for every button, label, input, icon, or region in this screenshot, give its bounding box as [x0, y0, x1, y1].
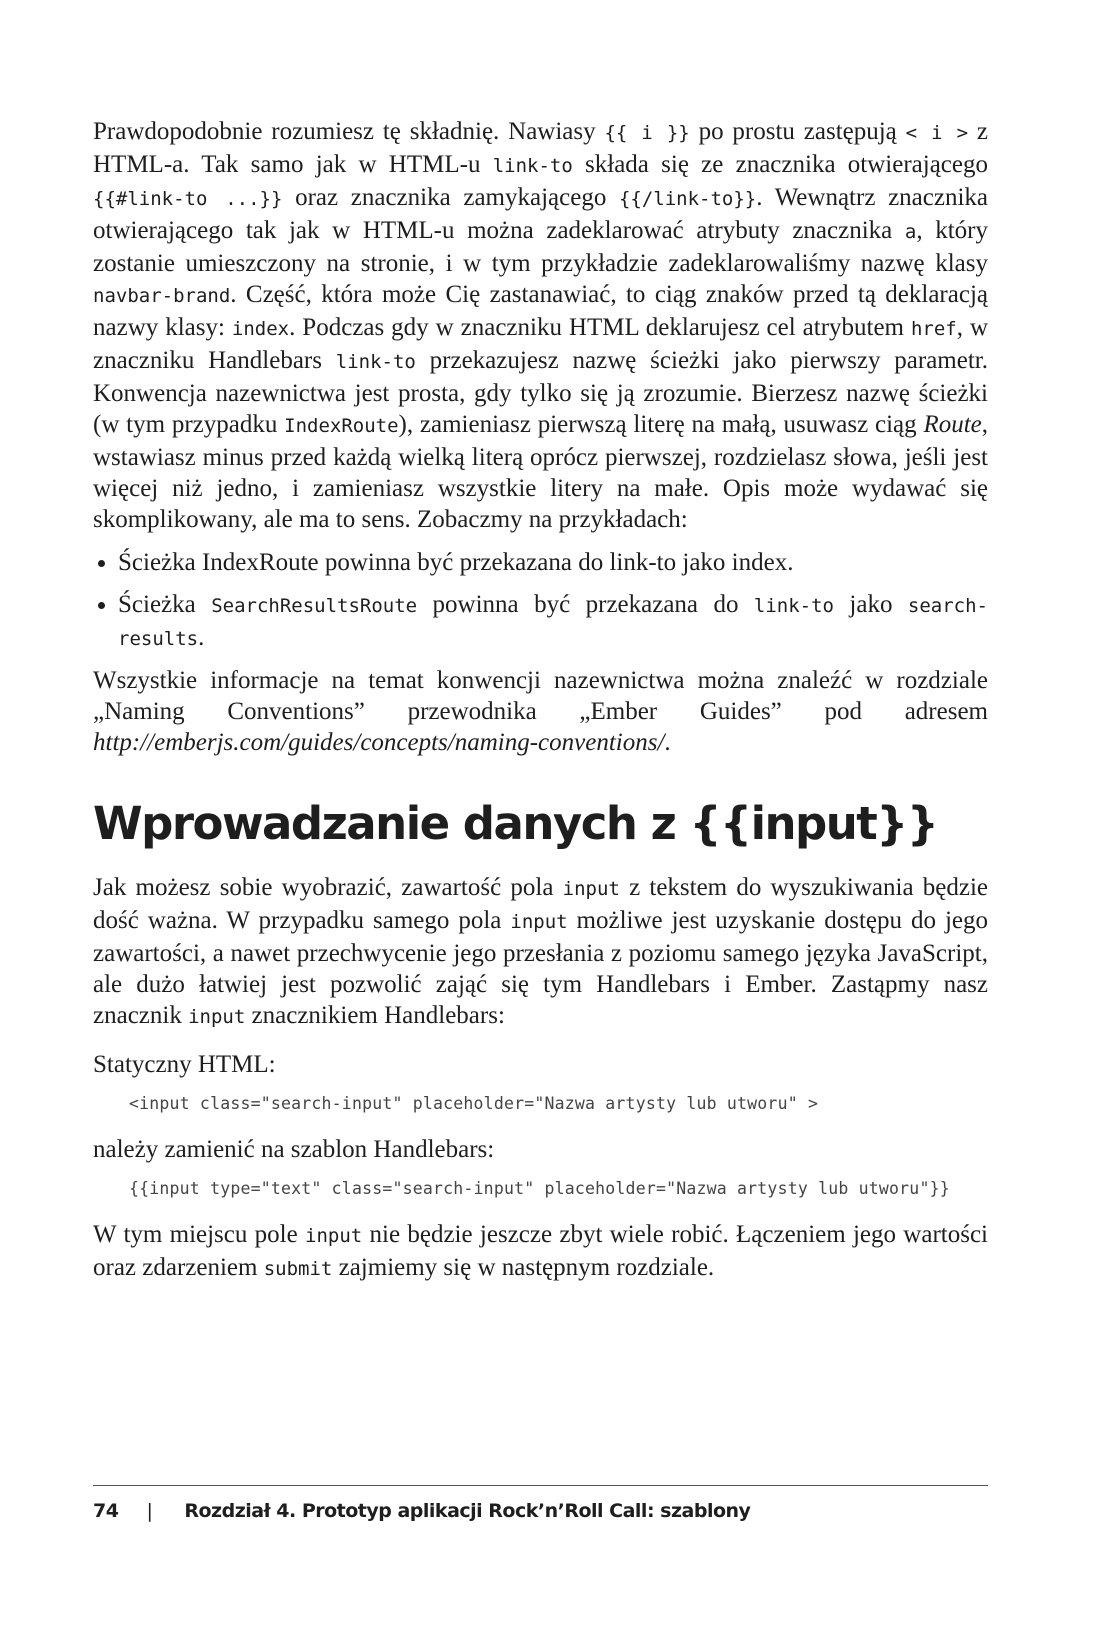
- text-run: składa się ze znacznika otwierającego: [572, 151, 988, 178]
- url-link[interactable]: http://emberjs.com/guides/concepts/naming-conventions/: [93, 729, 665, 756]
- text-run: .: [198, 624, 205, 651]
- text-run: po prostu zastępują: [689, 118, 906, 145]
- chapter-title: Rozdział 4. Prototyp aplikacji Rock’n’Roll Call: szablony: [184, 1500, 751, 1522]
- paragraph-naming-conventions: [93, 665, 988, 758]
- italic-term: Route: [923, 411, 982, 438]
- text-run: z HTML-a. Tak samo jak w HTML-u: [93, 118, 988, 178]
- page-number: 74: [93, 1500, 119, 1522]
- text-run: Wszystkie informacje na temat konwencji nazewnictwa można znaleźć w rozdziale „Naming Conventions” przewodnika „Ember Guides” pod adresem: [93, 667, 988, 725]
- inline-code: < i >: [905, 122, 969, 144]
- inline-code: {{#link-to ...}}: [93, 188, 283, 210]
- text-run: Ścieżka: [118, 591, 212, 618]
- inline-code: submit: [263, 1258, 333, 1280]
- list-item: [118, 589, 988, 655]
- code-block-handlebars: {{input type="text" class="search-input" placeholder="Nazwa artysty lub utworu"}}: [129, 1179, 950, 1198]
- text-run: . Podczas gdy w znaczniku HTML deklarujesz cel atrybutem: [289, 314, 911, 341]
- paragraph-input-outro: [93, 1219, 988, 1285]
- list-item: [118, 547, 988, 579]
- paragraph-link-to-explanation: [93, 116, 988, 535]
- text-run: z tekstem do wyszukiwania będzie dość ważna. W przypadku samego pola: [93, 874, 989, 934]
- inline-code: a: [904, 221, 917, 243]
- inline-code: link-to: [753, 595, 834, 617]
- inline-code: {{/link-to}}: [618, 188, 757, 210]
- text-run: nie będzie jeszcze zbyt wiele robić. Łączeniem jego wartości oraz zdarzeniem: [93, 1221, 989, 1281]
- inline-code: SearchResultsRoute: [211, 595, 418, 617]
- inline-code: input: [562, 878, 620, 900]
- label-handlebars: należy zamienić na szablon Handlebars:: [93, 1136, 495, 1163]
- text-run: Prawdopodobnie rozumiesz tę składnię. Nawiasy: [93, 118, 605, 145]
- page-content: [93, 116, 988, 1285]
- bullet-list: [93, 547, 988, 655]
- inline-code: navbar-brand: [93, 285, 231, 307]
- text-run: , wstawiasz minus przed każdą wielką literą oprócz pierwszej, rozdzielasz słowa, jeśli jest więcej niż jedno, i zamieniasz wszystkie litery na małe. Opis może wydawać się skomplikowany, ale ma to sens. Zobaczmy na przykładach:: [93, 411, 989, 533]
- bullet-icon: [98, 560, 105, 567]
- code-block-static: <input class="search-input" placeholder="Nazwa artysty lub utworu" >: [129, 1094, 819, 1113]
- inline-code: index: [231, 318, 290, 340]
- inline-code: link-to: [492, 155, 573, 177]
- text-run: , który zostanie umieszczony na stronie, i w tym przykładzie zadeklarowaliśmy nazwę klasy: [93, 217, 988, 277]
- inline-code: search-results: [118, 595, 988, 650]
- text-run: zajmiemy się w następnym rozdziale.: [332, 1254, 715, 1281]
- text-run: jako: [833, 591, 908, 618]
- bullet-icon: [98, 602, 105, 609]
- footer-separator: |: [146, 1500, 153, 1522]
- text-run: . Wewnątrz znacznika otwierającego tak jak w HTML-u można zadeklarować atrybuty znacznika: [93, 184, 988, 244]
- text-run: , w znaczniku Handlebars: [93, 314, 988, 374]
- section-heading: Wprowadzanie danych z {{input}}: [93, 797, 938, 850]
- text-run: przekazujesz nazwę ścieżki jako pierwszy parametr. Konwencja nazewnictwa jest prosta, gdy tylko się ją zrozumie. Bierzesz nazwę ścieżki (w tym przypadku: [93, 347, 988, 438]
- page-footer: [93, 1485, 988, 1522]
- text-run: możliwe jest uzyskanie dostępu do jego zawartości, a nawet przechwycenie jego przesłania z poziomu samego języka JavaScript, ale dużo łatwiej jest pozwolić zająć się tym Handlebars i Ember. Zastąpmy nasz znacznik: [93, 907, 988, 1029]
- text-run: .: [664, 729, 671, 756]
- text-run: Jak możesz sobie wyobrazić, zawartość pola: [93, 874, 563, 901]
- inline-code: input: [305, 1225, 363, 1247]
- text-run: ), zamieniasz pierwszą literę na małą, usuwasz ciąg: [398, 411, 924, 438]
- inline-code: IndexRoute: [284, 415, 399, 437]
- inline-code: input: [188, 1006, 246, 1028]
- text-run: oraz znacznika zamykającego: [282, 184, 619, 211]
- text-run: Ścieżka IndexRoute powinna być przekazana do link-to jako index.: [118, 549, 794, 576]
- inline-code: {{ i }}: [604, 122, 690, 144]
- label-static-html: Statyczny HTML:: [93, 1051, 276, 1078]
- inline-code: link-to: [335, 351, 416, 373]
- text-run: powinna być przekazana do: [417, 591, 754, 618]
- paragraph-input-intro: [93, 872, 988, 1033]
- text-run: . Część, która może Cię zastanawiać, to ciąg znaków przed tą deklaracją nazwy klasy:: [93, 281, 988, 341]
- inline-code: input: [510, 911, 568, 933]
- text-run: W tym miejscu pole: [93, 1221, 306, 1248]
- text-run: znacznikiem Handlebars:: [245, 1002, 505, 1029]
- inline-code: href: [910, 318, 957, 340]
